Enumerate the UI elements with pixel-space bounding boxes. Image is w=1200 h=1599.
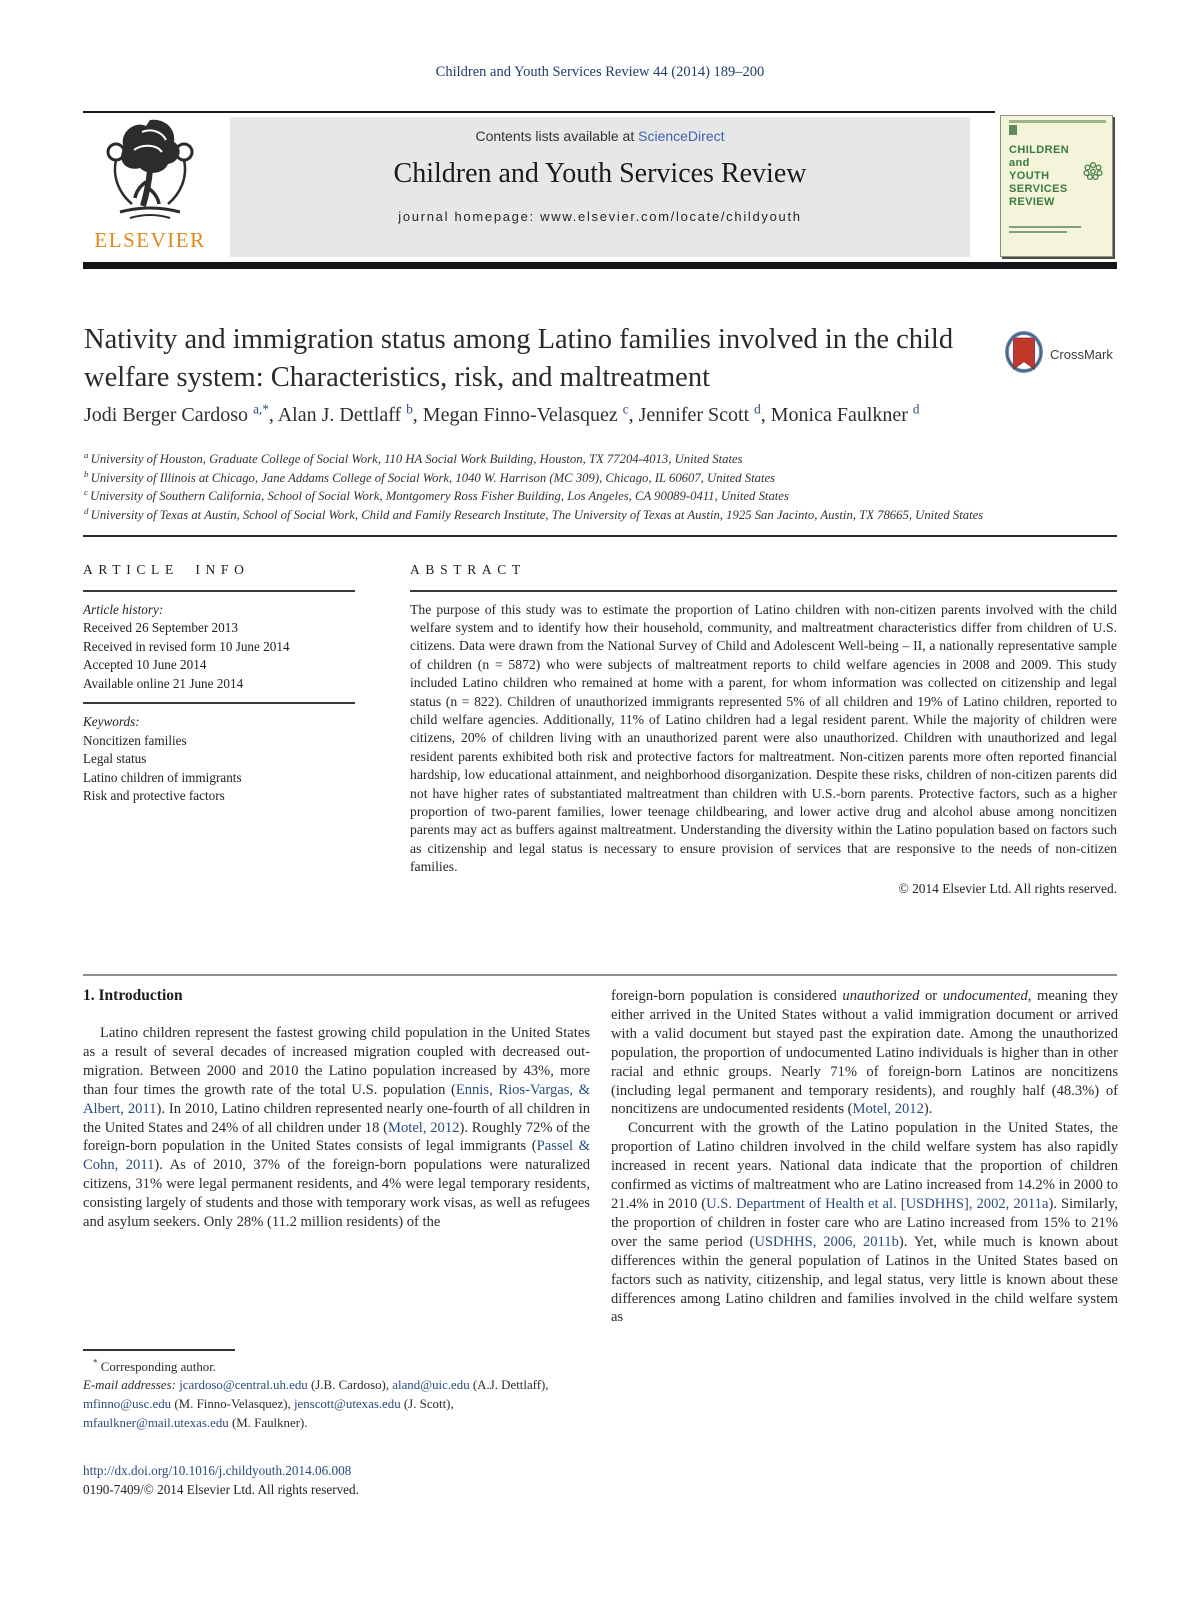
author-line [84, 401, 1094, 427]
inline-link[interactable]: jenscott@utexas.edu [293, 1396, 401, 1411]
cover-line: YOUTH [1009, 170, 1050, 182]
cover-crest-icon [1009, 125, 1017, 135]
text-segment: ). As of 2010, 37% of the foreign-born populations were naturalized citizens, 31% were legal permanent residents, and 4% were legal temporary residents, consisting largely of students and those with temporary work visas, as well as refugees and asylum seekers. Only 28% (11.2 million residents) of the [83, 1157, 590, 1231]
cover-line: REVIEW [1009, 196, 1055, 208]
section-top-rule [83, 535, 1117, 537]
text-segment: , Monica Faulkner [760, 404, 913, 426]
text-segment: (M. Finno-Velasquez), [171, 1396, 294, 1411]
footnote-block [83, 1349, 595, 1432]
abstract-copyright: © 2014 Elsevier Ltd. All rights reserved. [898, 880, 1117, 896]
inline-link[interactable]: aland@uic.edu [392, 1378, 470, 1393]
abstract-bottom-rule [83, 974, 1117, 976]
intro-paragraph [83, 1024, 590, 1232]
cover-top-bar [1009, 120, 1106, 123]
right-column [611, 987, 1118, 1327]
intro-heading: 1. Introduction [83, 987, 183, 1004]
text-segment: Latino children represent the fastest growing child population in the United States as a result of several decades of increased migration coupled with decreased out-migration. Between 2000 and 2010 the Latino population increased by 43%, more than four times the growth rate of the total U.S. population ( [83, 1025, 590, 1098]
article-history-item: Accepted 10 June 2014 [83, 657, 207, 673]
footnote-rule [83, 1349, 235, 1351]
text-segment: unauthorized [842, 988, 920, 1004]
text-segment: (M. Faulkner). [228, 1415, 308, 1430]
inline-link[interactable]: jcardoso@central.uh.edu [179, 1378, 308, 1393]
inline-link[interactable]: mfinno@usc.edu [83, 1396, 172, 1411]
journal-title: Children and Youth Services Review [393, 158, 807, 189]
text-segment: , Megan Finno-Velasquez [412, 404, 623, 426]
text-segment: (J.B. Cardoso), [307, 1378, 393, 1393]
left-column [83, 987, 590, 1232]
abstract-text: The purpose of this study was to estimate the proportion of Latino children with non-citizen parents involved with the child welfare system and to identify how their household, community, and maltreatment characteristics differ from children of U.S. citizens. Data were drawn from the National Survey of Child and Adolescent Well-being – II, a nationally representative sample of children (n = 5872) who were subjects of maltreatment reports to child welfare agencies in 2008 and 2009. This study included Latino children who remained at home with a parent, for whom information was collected on citizenship and legal status (n = 822). Children of unauthorized immigrants represented 5% of all children and 19% of Latino children, reported to child welfare agencies. Additionally, 11% of Latino children had a legal resident parent. While the majority of children were citizens, 20% of children living with an unauthorized parent were also unauthorized. Children with unauthorized and legal resident parents exhibited both risk and protective factors for maltreatment. Non-citizen parents more often reported financial hardship, low educational attainment, and neighborhood disorganization. Despite these risks, children of non-citizen parents did not have higher rates of substantiated maltreatment than children with U.S.-born parents. Protective factors, such as a higher proportion of two-parent families, lower teenage childbearing, and lower active drug and alcohol abuse among noncitizen parents may act as buffers against maltreatment. Understanding the diversity within the Latino population based on factors such as citizenship and legal status is necessary to ensure provision of services that are responsive to the needs of non-citizen families. [410, 601, 1117, 875]
text-segment: , Jennifer Scott [628, 404, 755, 426]
article-history-item: Received in revised form 10 June 2014 [83, 638, 290, 654]
text-segment: Corresponding author. [97, 1359, 217, 1374]
inline-link[interactable]: Ennis, Rios-Vargas, & Albert, 2011 [83, 1081, 591, 1117]
text-segment: University of Southern California, School of Social Work, Montgomery Ross Fisher Building, Los Angeles, CA 90089-0411, United States [90, 489, 789, 504]
crossmark-label: CrossMark [1050, 346, 1113, 362]
article-history-label: Article history: [83, 601, 164, 617]
journal-cover-thumbnail[interactable] [1000, 115, 1113, 257]
inline-link[interactable]: ScienceDirect [638, 128, 725, 144]
doi-link[interactable]: http://dx.doi.org/10.1016/j.childyouth.2014.06.008 [83, 1463, 352, 1478]
corresponding-author-note [83, 1358, 595, 1377]
inline-link[interactable]: U.S. Department of Health et al. [USDHHS], 2002, 2011a [706, 1195, 1049, 1212]
contents-lists-line [230, 128, 970, 144]
article-info-section [83, 562, 355, 806]
keywords-label: Keywords: [83, 713, 140, 729]
masthead-top-rule [83, 111, 995, 113]
article-history-item: Received 26 September 2013 [83, 620, 238, 636]
inline-link[interactable]: USDHHS, 2006, 2011b [754, 1233, 899, 1250]
keywords-block [83, 713, 355, 806]
text-segment: Concurrent with the growth of the Latino population in the United States, the proportion of Latino children involved in the child welfare system has also rapidly increased in recent years. National data indicate that the proportion of children confirmed as victims of maltreatment who are Latino increased from 14.2% in 2000 to 21.4% in 2010 ( [611, 1120, 1118, 1212]
text-segment: (A.J. Dettlaff), [469, 1378, 549, 1393]
text-segment: (J. Scott), [400, 1396, 454, 1411]
article-title: Nativity and immigration status among Latino families involved in the child welfare system: Characteristics, risk, and maltreatment [84, 324, 954, 393]
keyword-item: Latino children of immigrants [83, 769, 242, 785]
text-segment: d [84, 505, 91, 516]
inline-link[interactable]: c [622, 401, 629, 417]
cover-line: SERVICES [1009, 183, 1068, 195]
crossmark-badge[interactable] [1001, 330, 1119, 378]
keyword-item: Risk and protective factors [83, 788, 225, 804]
keyword-item: Legal status [83, 751, 147, 767]
text-segment: , meaning they either arrived in the United States without a valid immigration document or arrived with a valid document but stayed past the expiration date. Among the unauthorized population, the proportion of undocumented Latino individuals is higher than in other racial and ethnic groups. Nearly 71% of foreign-born Latinos are noncitizens (including legal permanent and temporary residents), and roughly half (48.3%) of noncitizens are undocumented residents ( [611, 988, 1118, 1118]
inline-link[interactable]: b [406, 401, 413, 417]
text-segment: Jodi Berger Cardoso [84, 404, 254, 426]
cover-title-lines [1009, 144, 1069, 209]
text-segment: ). Yet, while much is known about differences within the general population of Latinos in the United States based on factors such as nativity, citizenship, and legal status, very little is known about these differences among Latino children and families involved in the child welfare system as [611, 1233, 1119, 1326]
text-segment: University of Houston, Graduate College of Social Work, 110 HA Social Work Building, Houston, TX 77204-4013, United States [90, 452, 743, 466]
email-addresses-note [83, 1376, 595, 1432]
text-segment: University of Texas at Austin, School of Social Work, Child and Family Research Institute, The University of Texas at Austin, 1925 San Jacinto, Austin, TX 78665, United States [90, 507, 984, 522]
affiliation-line [84, 450, 1118, 469]
elsevier-tree-icon [102, 209, 198, 226]
elsevier-wordmark: ELSEVIER [94, 228, 206, 252]
affiliation-line [84, 487, 1118, 506]
elsevier-logo[interactable] [84, 116, 216, 258]
text-segment: foreign-born population is considered [611, 988, 843, 1004]
text-segment: or [919, 988, 943, 1004]
inline-link[interactable]: Motel, 2012 [852, 1101, 924, 1118]
affiliation-line [84, 506, 1118, 525]
article-info-inner-rule [83, 702, 355, 704]
header-divider-bar [83, 262, 1117, 269]
body-paragraph [611, 987, 1118, 1119]
inline-link[interactable]: a,* [253, 401, 269, 417]
text-segment: undocumented [942, 988, 1028, 1004]
inline-link[interactable]: d [754, 401, 761, 417]
article-history-item: Available online 21 June 2014 [83, 675, 244, 691]
article-info-heading: ARTICLE INFO [83, 562, 250, 577]
article-info-rule [83, 590, 355, 592]
inline-link[interactable]: Passel & Cohn, 2011 [83, 1138, 591, 1174]
abstract-section [410, 562, 1117, 897]
text-segment: , Alan J. Dettlaff [268, 404, 407, 426]
affiliations-block [84, 450, 1118, 524]
text-segment: ). In 2010, Latino children represented nearly one-fourth of all children in the United States and 24% of all children under 18 ( [83, 1100, 590, 1136]
cover-subtext-bar [1009, 226, 1081, 228]
abstract-rule [410, 590, 1117, 592]
text-segment: Contents lists available at [475, 128, 639, 144]
masthead-box [230, 117, 970, 257]
text-segment: b [84, 468, 91, 479]
inline-link[interactable]: mfaulkner@mail.utexas.edu [83, 1415, 229, 1430]
article-history-block [83, 601, 355, 694]
cover-subtext-bar [1009, 231, 1067, 233]
cover-flower-icon [1082, 160, 1104, 187]
body-paragraph [611, 1119, 1118, 1327]
text-segment: c [84, 486, 91, 497]
text-segment: University of Illinois at Chicago, Jane Addams College of Social Work, 1040 W. Harrison (MC 309), Chicago, IL 60607, United States [90, 470, 776, 485]
text-segment: * [93, 1357, 98, 1368]
text-segment: ). Similarly, the proportion of children in foster care who are Latino increased from 15% to 21% over the same period ( [611, 1195, 1119, 1250]
text-segment: E-mail addresses: [83, 1378, 180, 1393]
abstract-heading: ABSTRACT [410, 562, 526, 577]
keyword-item: Noncitizen families [83, 732, 187, 748]
cover-line: and [1009, 157, 1030, 169]
crossmark-ring-icon [1001, 329, 1047, 380]
journal-homepage-link[interactable]: journal homepage: www.elsevier.com/locate/childyouth [398, 209, 802, 224]
text-segment: ). Roughly 72% of the foreign-born population in the United States consists of legal immigrants ( [83, 1119, 590, 1155]
issn-copyright-line: 0190-7409/© 2014 Elsevier Ltd. All rights reserved. [83, 1482, 359, 1497]
text-segment: ). [923, 1101, 933, 1118]
inline-link[interactable]: d [912, 401, 920, 417]
text-segment: a [84, 449, 91, 460]
journal-citation: Children and Youth Services Review 44 (2014) 189–200 [435, 64, 765, 80]
affiliation-line [84, 469, 1118, 488]
cover-line: CHILDREN [1009, 144, 1070, 156]
inline-link[interactable]: Motel, 2012 [388, 1119, 460, 1136]
